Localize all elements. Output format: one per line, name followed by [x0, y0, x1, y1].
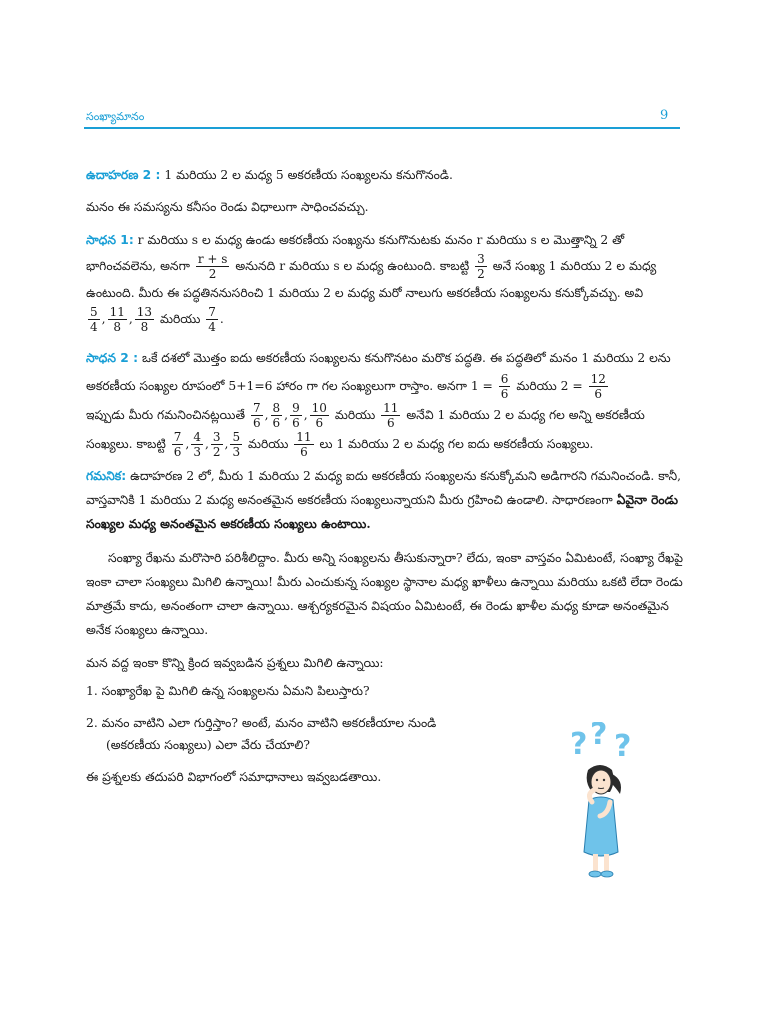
solution1-text-2: అనునది r మరియు s ల మధ్య ఉంటుంది. కాబట్టి	[235, 259, 470, 273]
page-number: 9	[660, 108, 669, 123]
fraction-12-6: $\frac{12}{6}$	[590, 372, 606, 401]
example-text: 1 మరియు 2 ల మధ్య 5 అకరణీయ సంఖ్యలను కనుగొనండి.	[164, 168, 453, 182]
fraction: $\frac{8}{6}$	[272, 401, 281, 430]
fraction: $\frac{9}{6}$	[292, 401, 300, 430]
intro-paragraph: మనం ఈ సమస్యను కనీసం రెండు విధాలుగా సాధించవచ్చు.	[86, 200, 369, 214]
fraction: $\frac{13}{8}$	[136, 305, 153, 334]
number-line-paragraph: సంఖ్యా రేఖను మరొసారి పరిశీలిద్దాం. మీరు అన్ని సంఖ్యలను తీసుకున్నారా? లేదు, ఇంకా వాస్తవం ఏమిటంటే, సంఖ్యా రేఖపై ఇంకా చాలా సంఖ్యలు మిగిలి ఉన్నాయి! మీరు ఎంచుకున్న సంఖ్యల స్థానాల మధ్య ఖాళీలు ఉన్నాయి మరియు ఒకటి లేదా రెండు మాత్రమే కాదు, అనంతంగా చాలా ఉన్నాయి. ఆశ్చర్యకరమైన విషయం ఏమిటంటే, ఈ రెండు ఖాళీల మధ్య కూడా అనంతమైన అనేక సంఖ్యలు ఉన్నాయి.	[86, 551, 684, 637]
fraction: $\frac{7}{6}$	[252, 401, 261, 430]
solution1-text-1: r మరియు s ల మధ్య ఉండు అకరణీయ సంఖ్యను కనుగొనుటకు మనం r మరియు s ల మొత్తాన్ని 2 తో భాగించవలెను, అనగా	[86, 233, 625, 273]
fraction: $\frac{11}{6}$	[383, 401, 399, 430]
svg-text:?: ?	[614, 729, 632, 764]
fraction: $\frac{10}{6}$	[311, 401, 327, 430]
fraction: $\frac{7}{4}$	[208, 305, 216, 334]
solution2-text-1: ఒకే దశలో మొత్తం ఐదు అకరణీయ సంఖ్యలను కనుగొనటం మరొక పద్ధతి. ఈ పద్ధతిలో మనం 1 మరియు 2 లను అకరణీయ సంఖ్యల రూపంలో 5+1=6 హారం గా గల సంఖ్యలుగా రాస్తాం. అనగా 1 =	[86, 351, 671, 393]
solution2-label: సాధన 2 :	[86, 351, 139, 365]
solution1-paragraph	[86, 228, 686, 305]
fraction: $\frac{11}{8}$	[109, 305, 125, 334]
note-label: గమనిక:	[86, 469, 127, 483]
solution2-text-2: మరియు 2 =	[516, 379, 583, 393]
fraction: $\frac{5}{4}$	[90, 305, 98, 334]
solution2-text-4: అనేవి 1 మరియు 2 ల మధ్య గల అన్ని అకరణీయ సంఖ్యలు. కాబట్టి	[86, 408, 645, 451]
example-label: ఉదాహరణ 2 :	[86, 168, 161, 182]
solution1-text-3: అనే సంఖ్య 1 మరియు 2 ల మధ్య ఉంటుంది. మీరు ఈ పద్ధతిననుసరించి 1 మరియు 2 ల మధ్య మరో నాలుగు అకరణీయ సంఖ్యలను కనుక్కోవచ్చు. అవి	[86, 259, 657, 300]
chapter-title: సంఖ్యామానం	[86, 110, 145, 123]
header-rule	[84, 127, 680, 129]
svg-text:?: ?	[570, 727, 588, 762]
note-paragraph	[86, 465, 686, 536]
main-content	[86, 164, 686, 788]
fraction: $\frac{3}{2}$	[212, 430, 221, 459]
questions-block	[86, 652, 546, 756]
question-2-continued: (అకరణీయ సంఖ్యలు) ఎలా వేరు చేయాలి?	[106, 738, 310, 752]
fraction: $\frac{4}{3}$	[193, 430, 201, 459]
solution2-paragraph: సాధన 2 : ఒకే దశలో మొత్తం ఐదు అకరణీయ సంఖ్యలను కనుగొనటం మరొక పద్ధతి. ఈ పద్ధతిలో మనం 1 మరియు 2 లను అకరణీయ సంఖ్యల రూపంలో 5+1=6 హారం గా గల సంఖ్యలుగా రాస్తాం. అనగా 1 = $\frac{6}{6}$ మరియు 2 = $\frac{12}{6}$ ఇప్పుడు మీరు గమనించినట్లయితే $\frac{7}{6}$ , $\frac{8}{6}$ , $\frac{9}{6}$ , $\frac{10}{6}$ మరియు $\frac{11}{6}$ అనేవి 1 మరియు 2 ల మధ్య గల అన్ని అకరణీయ సంఖ్యలు. కాబట్టి $\frac{7}{6}$ , $\frac{4}{3}$ , $\frac{3}{2}$ , $\frac{5}{3}$ మరియు $\frac{11}{6}$ లు 1 మరియు 2 ల మధ్య గల ఐదు అకరణీయ సంఖ్యలు.	[86, 351, 671, 459]
svg-text:?: ?	[590, 722, 608, 752]
solution2-text-3: ఇప్పుడు మీరు గమనించినట్లయితే	[86, 408, 246, 422]
example-paragraph	[86, 164, 686, 186]
solution2-text-5: లు 1 మరియు 2 ల మధ్య గల ఐదు అకరణీయ సంఖ్యలు.	[319, 437, 594, 451]
solution1-fractions: $\frac{5}{4}$ , $\frac{11}{8}$ , $\frac{13}{8}$ మరియు $\frac{7}{4}$ .	[90, 305, 224, 334]
and-word: మరియు	[334, 408, 376, 422]
solution1-label: సాధన 1:	[86, 233, 134, 247]
fraction: $\frac{11}{6}$	[296, 430, 312, 459]
note-text: ఉదాహరణ 2 లో, మీరు 1 మరియు 2 మధ్య ఐదు అకరణీయ సంఖ్యలను కనుక్కోమని అడిగారని గమనించండి. కానీ, వాస్తవానికి 1 మరియు 2 మధ్య అనంతమైన అకరణీయ సంఖ్యలున్నాయని మీరు గ్రహించి ఉండాలి. సాధారణంగా	[86, 469, 682, 507]
and-word: మరియు	[159, 312, 201, 326]
and-word: మరియు	[248, 437, 289, 451]
fraction: $\frac{7}{6}$	[173, 430, 182, 459]
fraction: $\frac{5}{3}$	[232, 430, 241, 459]
note-bold-text: ఏవైనా రెండు సంఖ్యల మధ్య అనంతమైన అకరణీయ సంఖ్యలు ఉంటాయి.	[86, 492, 679, 531]
thinking-girl-illustration	[548, 722, 658, 882]
closing-text: ఈ ప్రశ్నలకు తదుపరి విభాగంలో సమాధానాలు ఇవ్వబడతాయి.	[86, 770, 382, 784]
question-1: 1. సంఖ్యారేఖ పై మిగిలి ఉన్న సంఖ్యలను ఏమని పిలుస్తారు?	[86, 684, 370, 698]
fraction-rs: $\frac{r + s}{2}$	[197, 252, 228, 281]
questions-intro: మన వద్ద ఇంకా కొన్ని క్రింద ఇవ్వబడిన ప్రశ్నలు మిగిలి ఉన్నాయి:	[86, 656, 384, 670]
question-2: 2. మనం వాటిని ఎలా గుర్తిస్తాం? అంటే, మనం వాటిని అకరణీయాల నుండి	[86, 716, 437, 730]
fraction-6-6: $\frac{6}{6}$	[500, 372, 509, 401]
fraction-3-2: $\frac{3}{2}$	[477, 252, 485, 281]
